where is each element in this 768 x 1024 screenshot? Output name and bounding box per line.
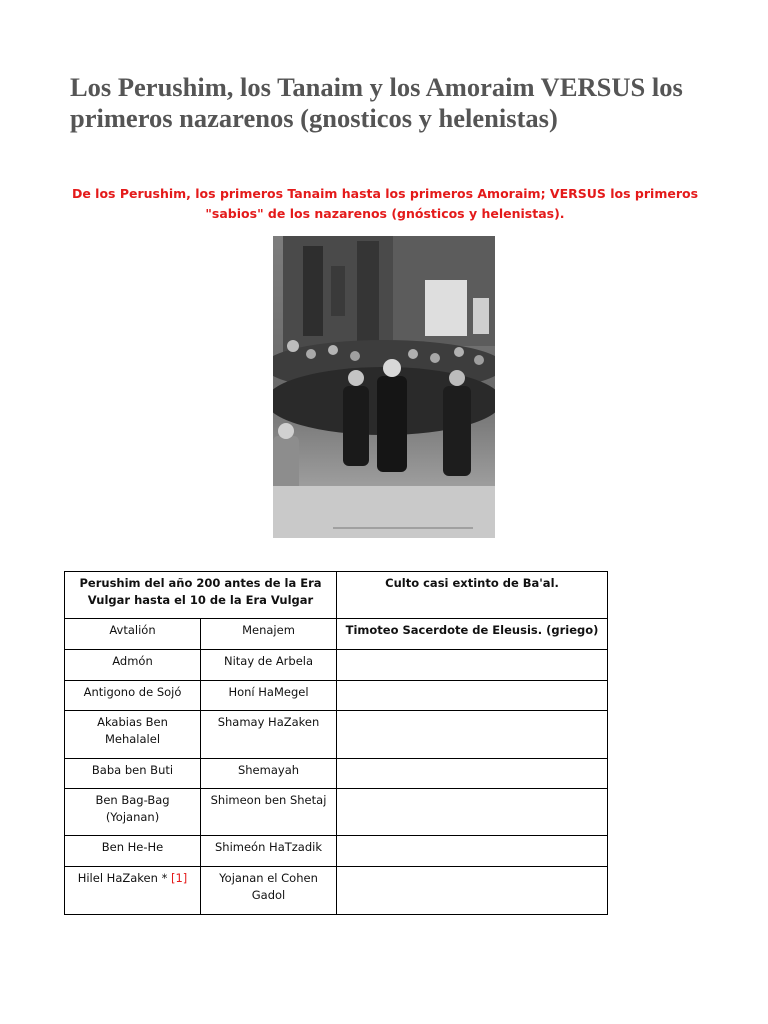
cell-col1: Avtalión: [65, 619, 201, 650]
cell-col3: [337, 867, 608, 915]
cell-col1: Admón: [65, 650, 201, 681]
subheader-timoteo: Timoteo Sacerdote de Eleusis. (griego): [337, 619, 608, 650]
subtitle: De los Perushim, los primeros Tanaim hasta los primeros Amoraim; VERSUS los primeros "sabios" de los nazarenos (gnósticos y helenistas).: [71, 186, 699, 221]
table-row: [65, 759, 608, 789]
header-baal: Culto casi extinto de Ba'al.: [337, 572, 608, 619]
cell-col2: Shamay HaZaken: [201, 711, 337, 759]
cell-col2: Honí HaMegel: [201, 681, 337, 711]
cell-col3: [337, 711, 608, 759]
page-title: Los Perushim, los Tanaim y los Amoraim VERSUS los primeros nazarenos (gnosticos y helenistas): [70, 72, 683, 133]
table-row: [65, 650, 608, 681]
photo-illustration: [273, 236, 495, 538]
cell-col1-with-ref: [65, 867, 201, 915]
header-perushim: Perushim del año 200 antes de la Era Vulgar hasta el 10 de la Era Vulgar: [65, 572, 337, 619]
table-row: [65, 711, 608, 759]
cell-col3: [337, 681, 608, 711]
cell-col1: Akabias Ben Mehalalel: [65, 711, 201, 759]
cell-col2: Shemayah: [201, 759, 337, 789]
table-row: [65, 619, 608, 650]
cell-col3: [337, 759, 608, 789]
cell-col1: Baba ben Buti: [65, 759, 201, 789]
historical-photo: [273, 236, 495, 538]
cell-col1: Hilel HaZaken *: [77, 871, 168, 885]
footnote-ref-link[interactable]: [1]: [170, 871, 188, 885]
cell-col3: [337, 789, 608, 836]
table-row: [65, 836, 608, 867]
table-row: [65, 681, 608, 711]
cell-col3: [337, 650, 608, 681]
cell-col3: [337, 836, 608, 867]
perushim-table: [64, 571, 608, 915]
cell-col1: Antigono de Sojó: [65, 681, 201, 711]
table-row: [65, 789, 608, 836]
cell-col1: Ben He-He: [65, 836, 201, 867]
cell-col2: Menajem: [201, 619, 337, 650]
table-header-row: [65, 572, 608, 619]
cell-col1: Ben Bag-Bag (Yojanan): [65, 789, 201, 836]
cell-col2: Shimeón HaTzadik: [201, 836, 337, 867]
table-row: [65, 867, 608, 915]
cell-col2: Yojanan el Cohen Gadol: [201, 867, 337, 915]
cell-col2: Nitay de Arbela: [201, 650, 337, 681]
cell-col2: Shimeon ben Shetaj: [201, 789, 337, 836]
